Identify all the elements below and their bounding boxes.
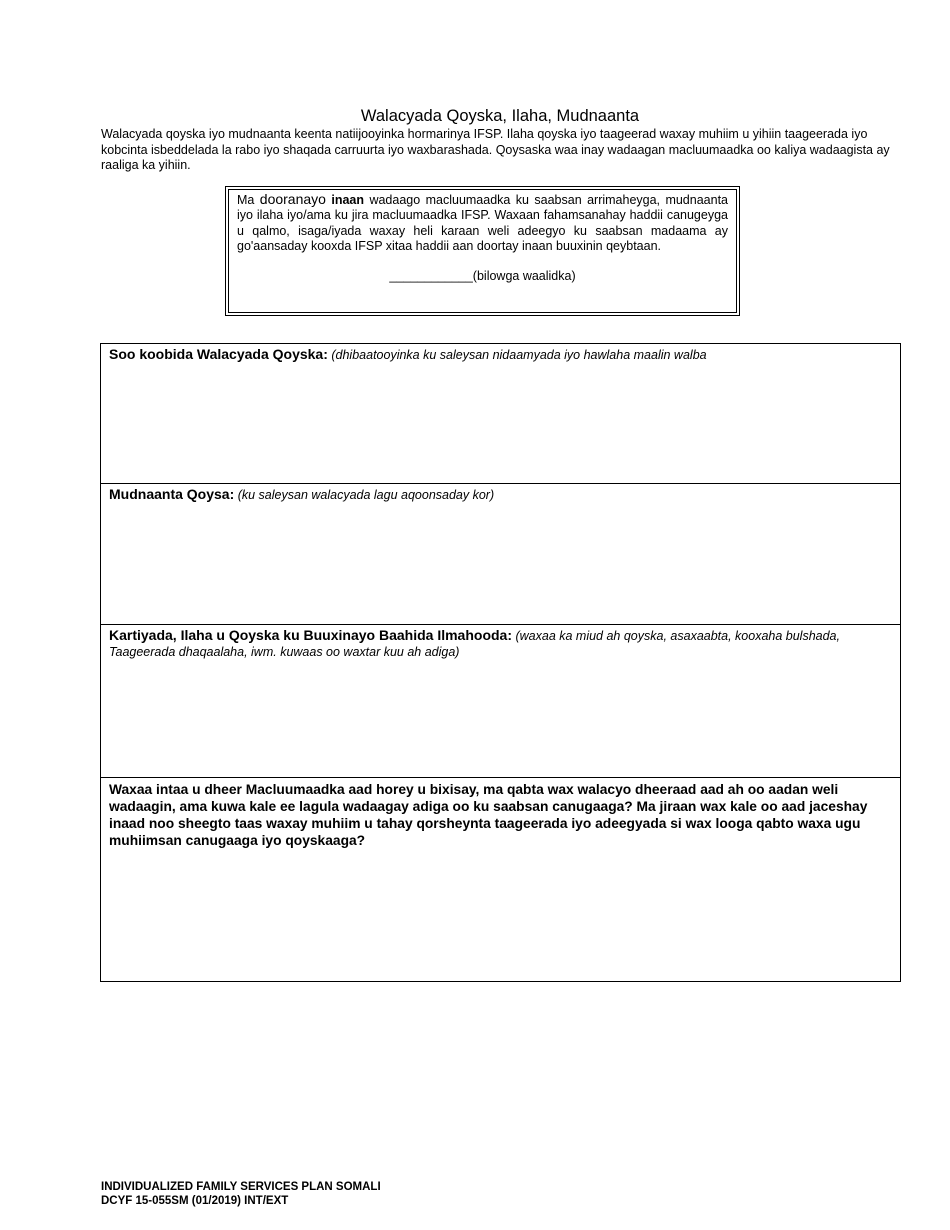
footer-form-number: DCYF 15-055SM (01/2019) INT/EXT	[101, 1195, 289, 1207]
footer-form-name: INDIVIDUALIZED FAMILY SERVICES PLAN SOMALI	[101, 1181, 381, 1193]
section-question: Waxaa intaa u dheer Macluumaadka aad horey u bixisay, ma qabta wax walacyo dheeraad aad ah oo aadan weli wadaagin, ama kuwa kale ee lagula wadaagay adiga oo ku saabsan canugaaga? Ma jiraan wax kale oo aad jaceshay inaad noo sheegto taas waxay muhiim u tahay qorsheynta taageerada iyo adeegyada si wax looga qabto waxa ugu muhiimsan canugaaga iyo qoyskaaga?	[109, 782, 868, 848]
consent-dooranayo: dooranayo	[259, 191, 326, 207]
section-family-priorities[interactable]	[101, 483, 900, 624]
section-hint: (ku saleysan walacyada lagu aqoonsaday kor)	[234, 488, 495, 502]
consent-rest: wadaago macluumaadka ku saabsan arrimaheyga, mudnaanta iyo ilaha iyo/ama ku jira macluumaadka IFSP. Waxaan fahamsanahay haddii canugeyga u qalmo, isaga/iyada waxay heli karaan weli adeegyo ku saabsan madaama ay go'aansaday kooxda IFSP xitaa haddii aan doortay inaan buuxinin qeybtaan.	[237, 193, 728, 254]
section-additional-info[interactable]	[101, 777, 900, 981]
consent-text	[237, 192, 728, 255]
section-family-resources[interactable]	[101, 624, 900, 777]
consent-ma: Ma	[237, 193, 260, 207]
section-family-concerns[interactable]	[101, 344, 900, 483]
consent-inner-border	[228, 189, 737, 313]
form-footer	[101, 1180, 381, 1208]
section-label: Soo koobida Walacyada Qoyska:	[109, 346, 328, 362]
section-label: Kartiyada, Ilaha u Qoyska ku Buuxinayo Baahida Ilmahooda:	[109, 627, 512, 643]
section-hint: (dhibaatooyinka ku saleysan nidaamyada iyo hawlaha maalin walba	[327, 348, 707, 362]
consent-box	[225, 186, 740, 316]
section-hint: (waxaa ka miud ah qoyska, asaxaabta, kooxaha bulshada, Taageerada dhaqaalaha, iwm. kuwaas oo waxtar kuu ah adiga)	[109, 629, 840, 659]
section-label: Mudnaanta Qoysa:	[109, 486, 235, 502]
parent-initials-line[interactable]: ____________(bilowga waalidka)	[389, 268, 576, 283]
consent-inaan: inaan	[325, 193, 365, 207]
intro-paragraph: Walacyada qoyska iyo mudnaanta keenta natiijooyinka hormarinya IFSP. Ilaha qoyska iyo taageerad waxay muhiim u yihiin taageerada iyo kobcinta isbeddelada la rabo iyo shaqada carruurta iyo waxbarashada. Qoysaska waa inay wadaagan macluumaadka oo kaliya wadaagista ay raaliga ka yihiin.	[101, 127, 890, 172]
form-sections	[100, 343, 901, 982]
page-title: Walacyada Qoyska, Ilaha, Mudnaanta	[360, 107, 640, 125]
